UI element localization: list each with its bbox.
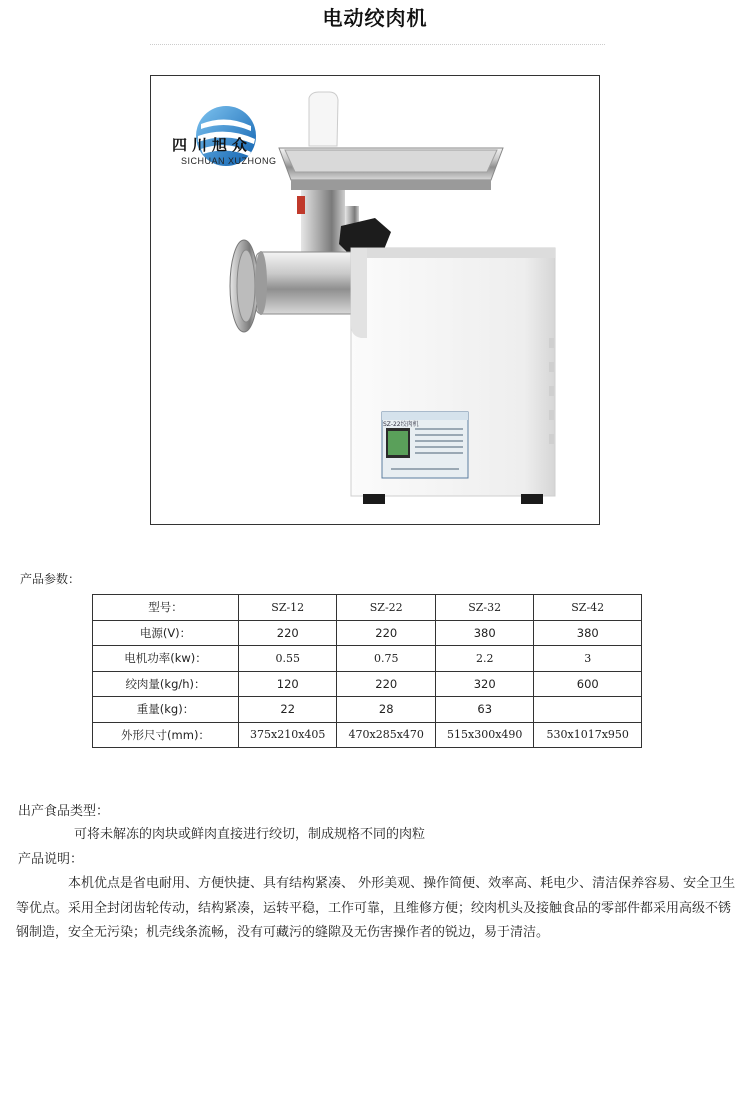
table-cell: 380 (435, 620, 533, 646)
table-cell: 电机功率(kw)： (93, 646, 239, 672)
table-row (93, 646, 642, 672)
logo-english-text: SICHUAN XUZHONG (181, 156, 277, 166)
table-row (93, 620, 642, 646)
table-cell: 530x1017x950 (534, 722, 642, 748)
table-cell: SZ-32 (435, 595, 533, 621)
table-cell: 绞肉量(kg/h)： (93, 671, 239, 697)
description-heading: 产品说明： (18, 852, 84, 867)
table-cell: 28 (337, 697, 435, 723)
table-cell: 515x300x490 (435, 722, 533, 748)
table-cell: SZ-12 (239, 595, 337, 621)
table-cell: 600 (534, 671, 642, 697)
table-cell: 63 (435, 697, 533, 723)
spec-table (92, 594, 642, 748)
table-cell: 220 (337, 620, 435, 646)
table-cell: 外形尺寸(mm)： (93, 722, 239, 748)
table-cell: 22 (239, 697, 337, 723)
table-cell: 重量(kg)： (93, 697, 239, 723)
table-row (93, 595, 642, 621)
table-cell: 220 (337, 671, 435, 697)
table-cell: 220 (239, 620, 337, 646)
machine-label-text: SZ-22绞肉机 (383, 421, 419, 428)
page-title: 电动绞肉机 (322, 6, 428, 30)
table-cell: SZ-22 (337, 595, 435, 621)
description-text: 本机优点是省电耐用、方便快捷、具有结构紧凑、 外形美观、操作简便、效率高、耗电少、清洁保养容易、安全卫生等优点。采用全封闭齿轮传动，结构紧凑，运转平稳，工作可靠，且维修方便；绞肉机头及接触食品的零部件都采用高级不锈钢制造，安全无污染；机壳线条流畅，没有可藏污的缝隙及无伤害操作者的锐边，易于清洁。 (16, 876, 736, 940)
params-heading: 产品参数： (20, 572, 81, 586)
food-types-text: 可将未解冻的肉块或鲜肉直接进行绞切，制成规格不同的肉粒 (74, 827, 426, 842)
table-cell: 0.75 (337, 646, 435, 672)
table-cell: 470x285x470 (337, 722, 435, 748)
logo-chinese-text: 四川旭众 (172, 136, 253, 154)
table-cell: 0.55 (239, 646, 337, 672)
table-cell: 3 (534, 646, 642, 672)
table-row (93, 722, 642, 748)
table-cell: 320 (435, 671, 533, 697)
table-row (93, 697, 642, 723)
table-cell: 电源(V)： (93, 620, 239, 646)
table-cell: 380 (534, 620, 642, 646)
food-types-heading: 出产食品类型： (18, 804, 110, 819)
table-cell: SZ-42 (534, 595, 642, 621)
table-cell: 375x210x405 (239, 722, 337, 748)
table-cell: 2.2 (435, 646, 533, 672)
table-cell: 120 (239, 671, 337, 697)
table-cell: 型号： (93, 595, 239, 621)
title-divider (150, 44, 605, 45)
table-row (93, 671, 642, 697)
product-image (150, 75, 600, 525)
table-cell (534, 697, 642, 723)
